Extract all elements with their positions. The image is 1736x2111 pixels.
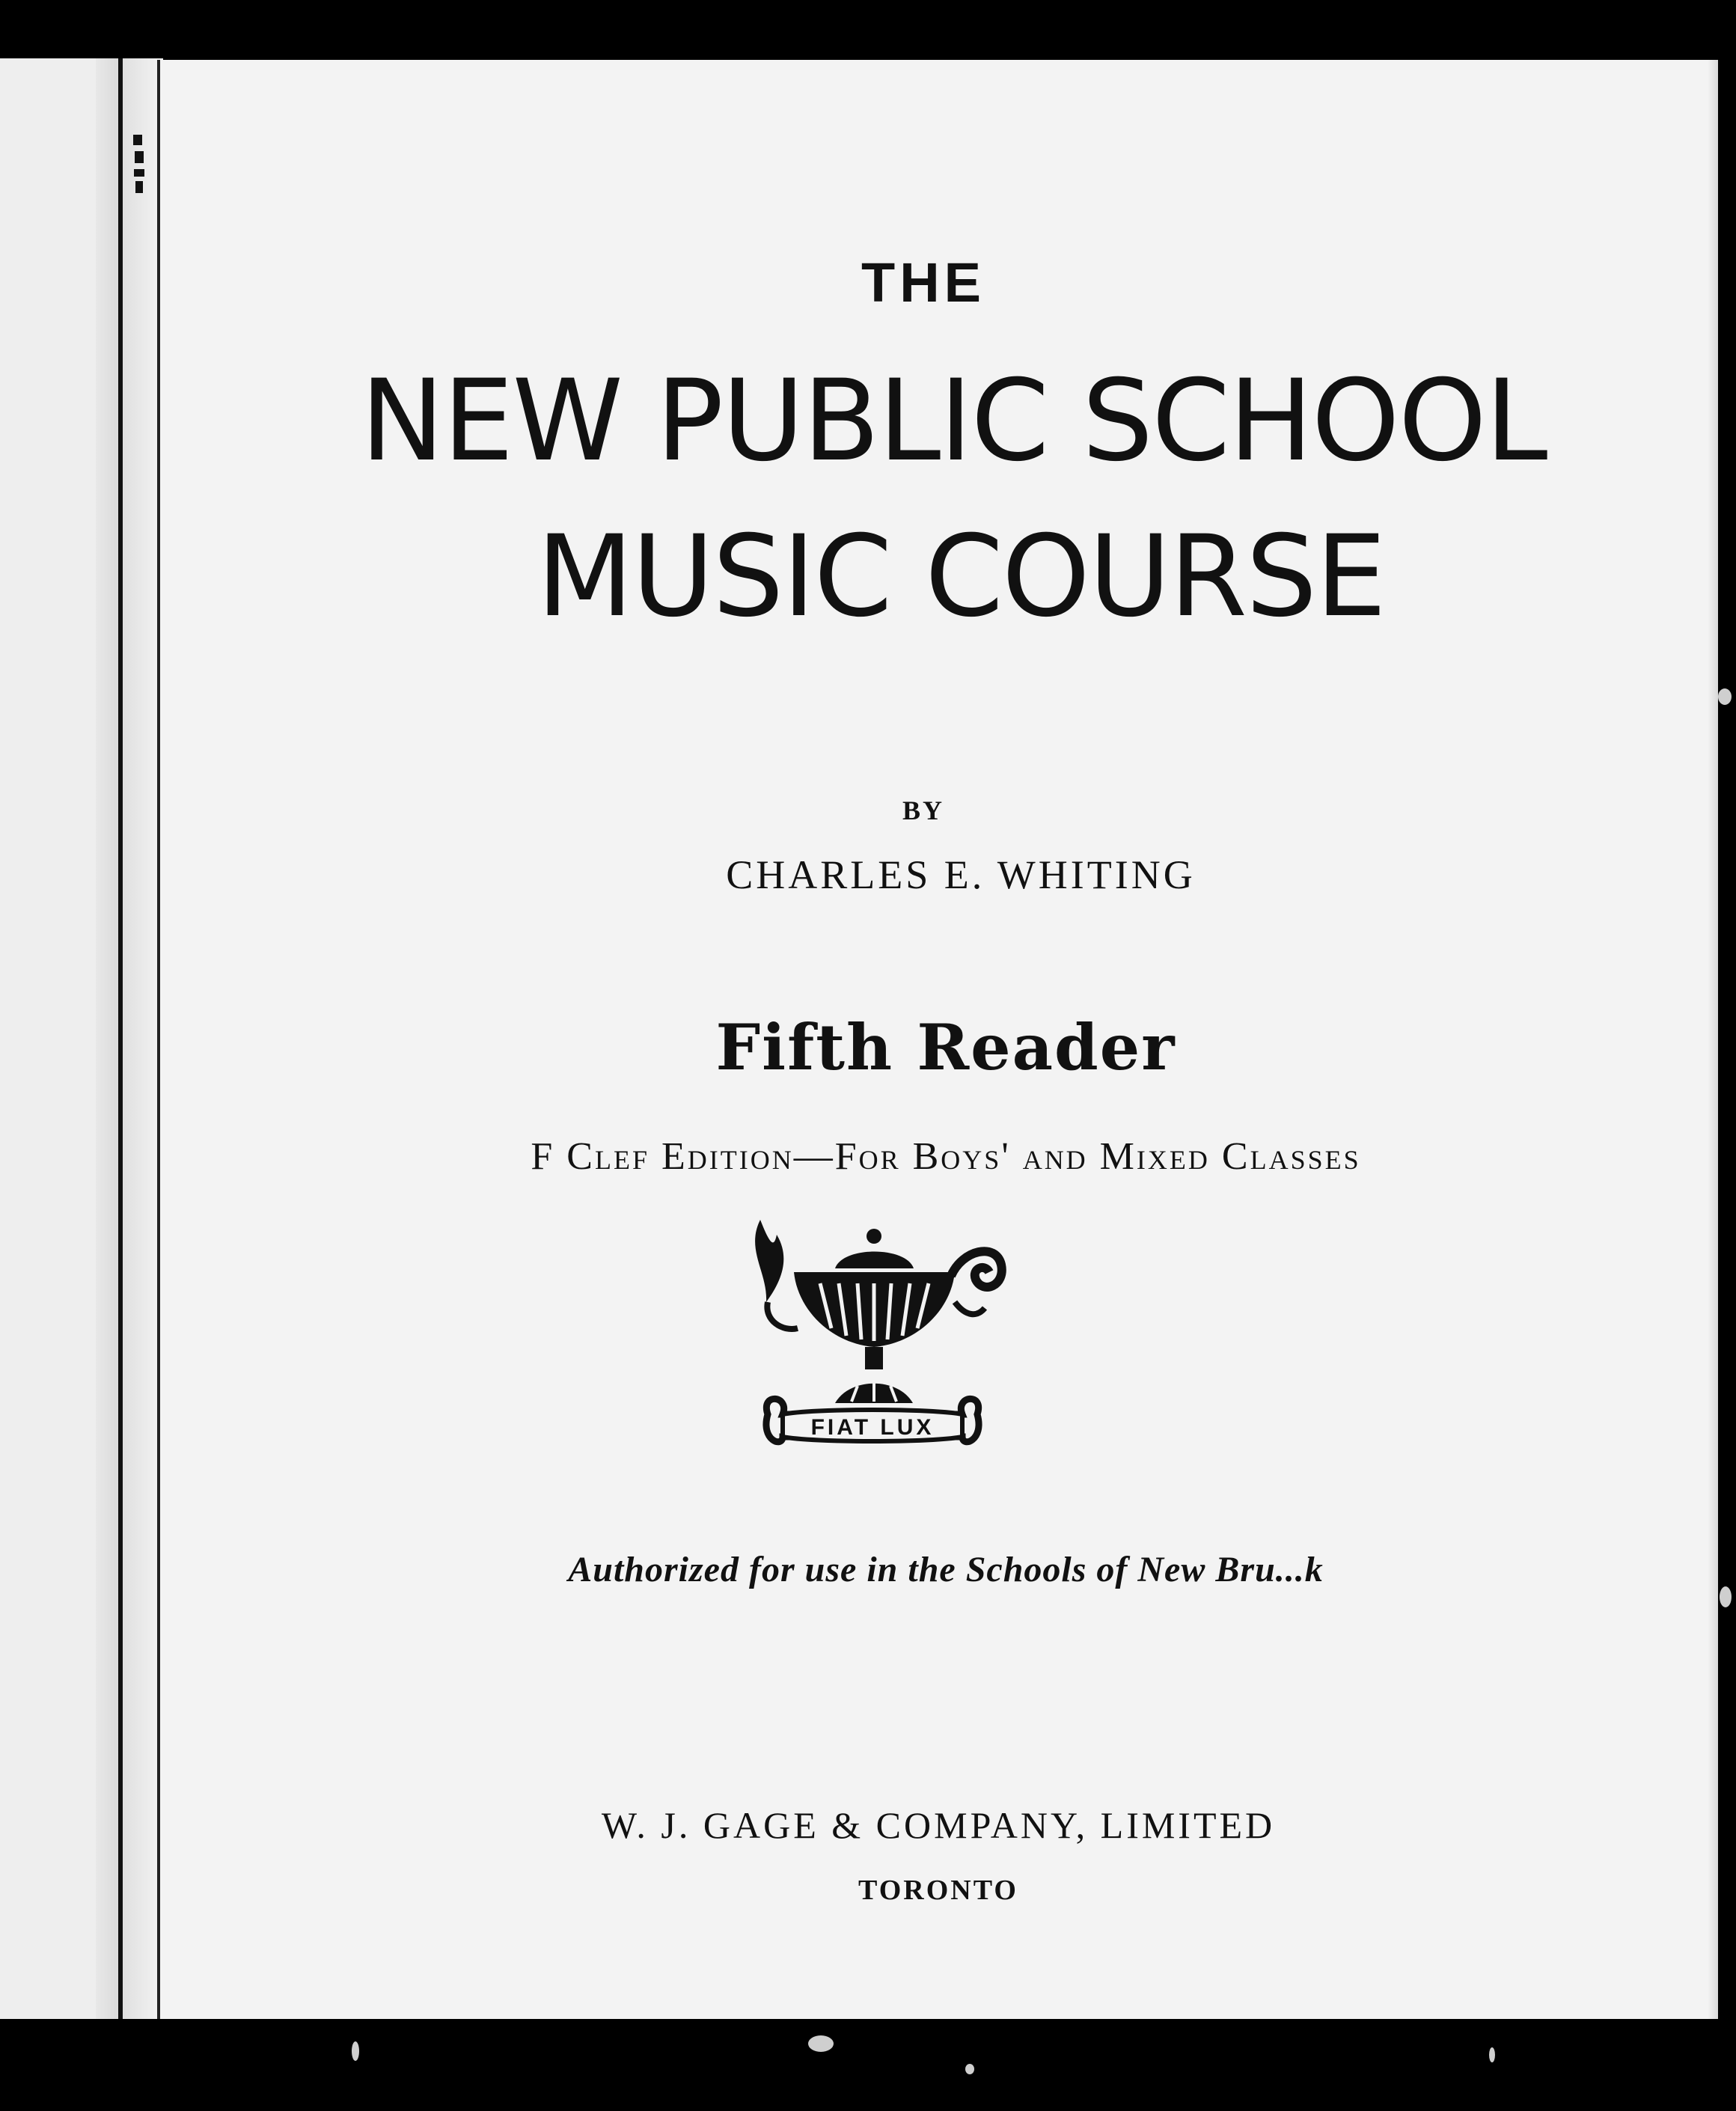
binding-marks: [132, 135, 147, 195]
author-name: CHARLES E. WHITING: [726, 852, 1196, 897]
book-title-line-1: NEW PUBLIC SCHOOL: [360, 356, 1547, 486]
edition-subtitle: F Clef Edition—For Boys' and Mixed Classes: [531, 1135, 1361, 1178]
gutter-shadow-line: [118, 58, 123, 2019]
publisher-city: TORONTO: [858, 1875, 1018, 1906]
authorization-note: Authorized for use in the Schools of New Bru...k: [568, 1550, 1324, 1589]
by-label: BY: [902, 795, 944, 825]
emblem-motto: FIAT LUX: [810, 1415, 935, 1440]
lamp-of-learning-icon: [738, 1190, 1007, 1459]
title-article: THE: [861, 251, 985, 314]
scan-edge-artifacts: [1715, 673, 1736, 1721]
scanner-bottom-band: [0, 2019, 1736, 2111]
title-page: [157, 60, 1718, 2019]
volume-title: Fifth Reader: [715, 1010, 1176, 1084]
book-gutter: [96, 58, 163, 2019]
publisher-name: W. J. GAGE & COMPANY, LIMITED: [601, 1804, 1276, 1846]
book-title-line-2: MUSIC COURSE: [537, 512, 1385, 642]
